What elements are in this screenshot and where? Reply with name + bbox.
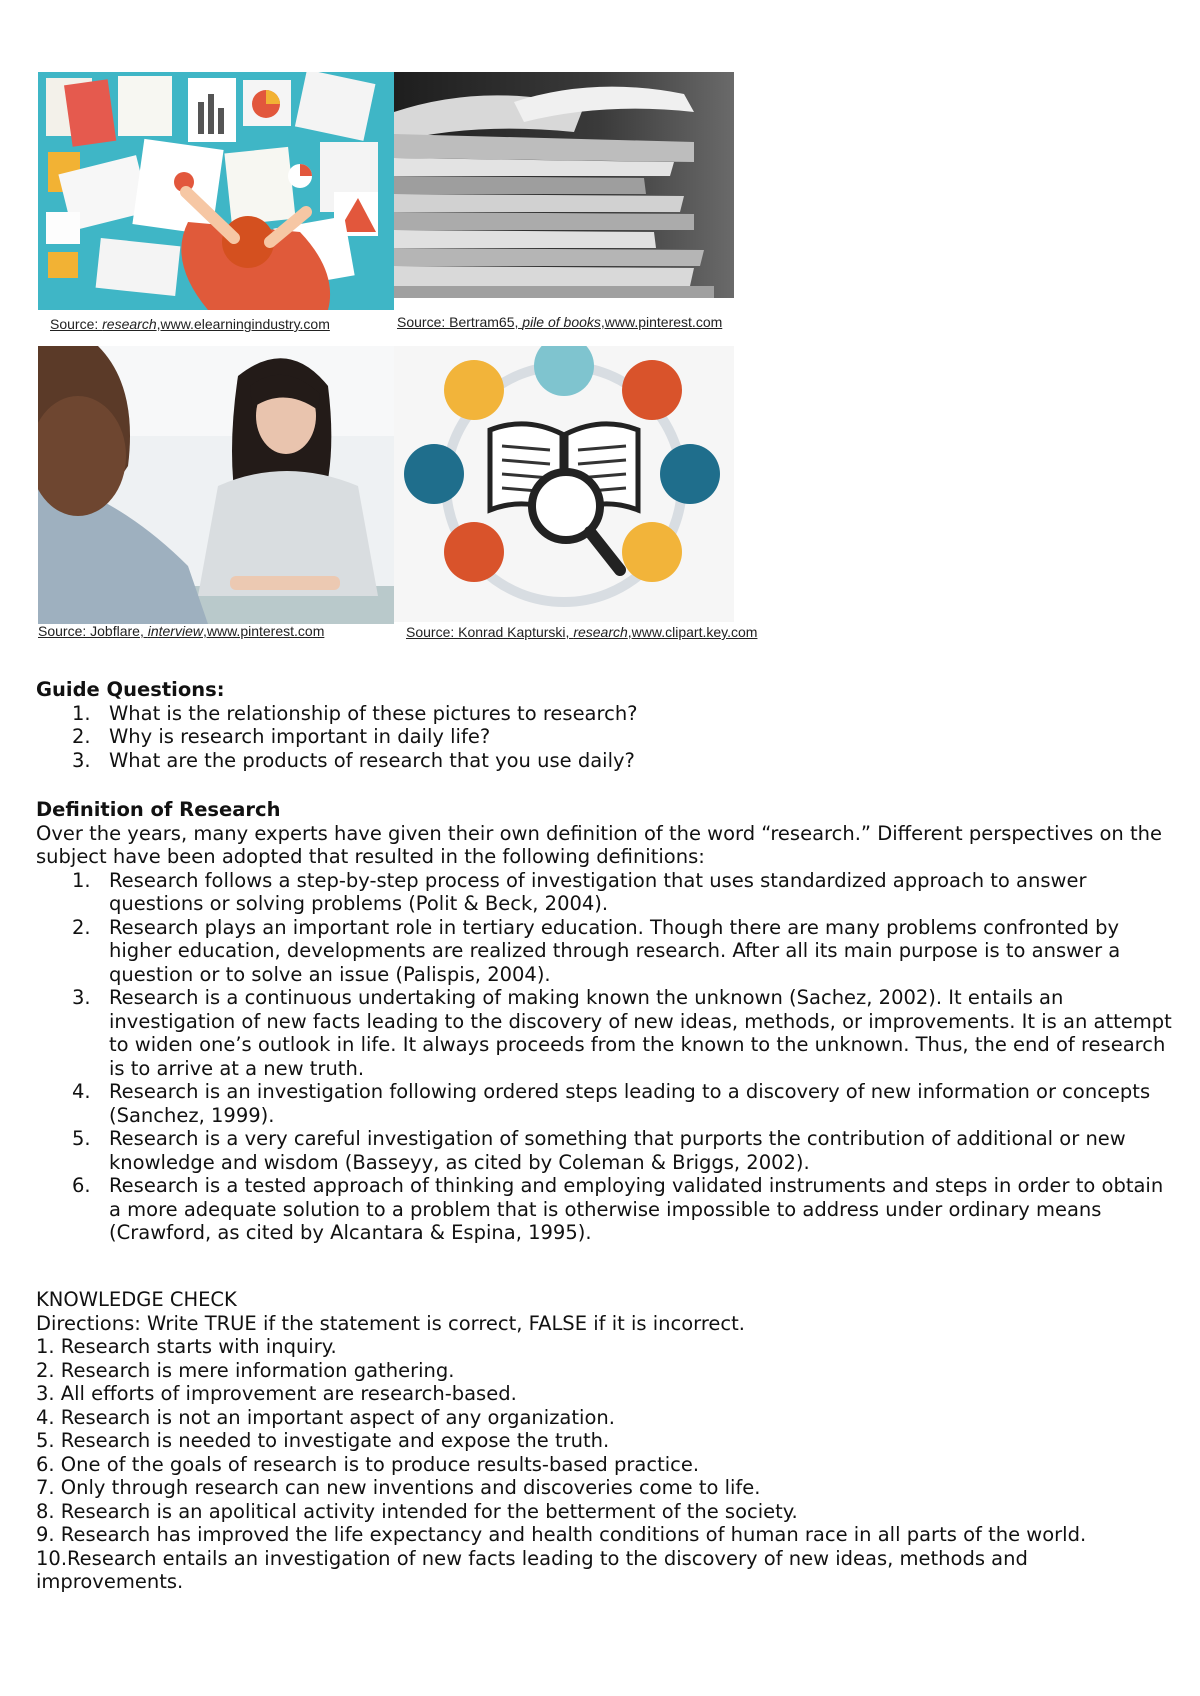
definition-item: Research is a continuous undertaking of making known the unknown (Sachez, 2002). It entails an investigation of new facts leading to the discovery of new ideas, methods, or improvements. It is an attempt to widen one’s outlook in life. It always proceeds from the known to the unknown. Thus, the end of research is to arrive at a new truth.: [109, 986, 1172, 1080]
knowledge-check-item: 1. Research starts with inquiry.: [36, 1335, 337, 1358]
knowledge-check-heading: KNOWLEDGE CHECK: [36, 1288, 237, 1311]
interview-photo: [38, 346, 394, 624]
definition-item: Research is a tested approach of thinking and employing validated instruments and steps in order to obtain a more adequate solution to a problem that is otherwise impossible to address under ordinary means (Crawford, as cited by Alcantara & Espina, 1995).: [109, 1174, 1164, 1244]
knowledge-check-item: 8. Research is an apolitical activity intended for the betterment of the society.: [36, 1499, 798, 1523]
image-source-caption: Source: Jobflare, interview,www.pinterest.com: [38, 623, 325, 639]
guide-questions-section: [36, 678, 1176, 772]
definition-list: [36, 869, 1176, 1245]
image-source-caption: Source: research,www.elearningindustry.com: [50, 316, 330, 332]
guide-question-item: What are the products of research that you use daily?: [109, 748, 635, 772]
knowledge-check-item: 9. Research has improved the life expectancy and health conditions of human race in all parts of the world.: [36, 1523, 1087, 1546]
definition-heading: Definition of Research: [36, 798, 281, 821]
knowledge-check-directions: Directions: Write TRUE if the statement is correct, FALSE if it is incorrect.: [36, 1311, 745, 1335]
knowledge-check-item: 5. Research is needed to investigate and expose the truth.: [36, 1429, 610, 1452]
definition-section: [36, 798, 1176, 1245]
guide-question-item: Why is research important in daily life?: [109, 725, 491, 748]
definition-item: Research is an investigation following ordered steps leading to a discovery of new information or concepts (Sanchez, 1999).: [109, 1080, 1151, 1127]
guide-questions-list: [36, 702, 1176, 773]
definition-item: Research is a very careful investigation of something that purports the contribution of additional or new knowledge and wisdom (Basseyy, as cited by Coleman & Briggs, 2002).: [109, 1127, 1126, 1174]
knowledge-check-item: 10.Research entails an investigation of new facts leading to the discovery of new ideas, methods and improvements.: [36, 1546, 1028, 1593]
guide-questions-heading: Guide Questions:: [36, 678, 225, 701]
image-source-caption: Source: Konrad Kapturski, research,www.clipart.key.com: [406, 624, 758, 640]
definition-item: Research follows a step-by-step process of investigation that uses standardized approach to answer questions or solving problems (Polit & Beck, 2004).: [109, 868, 1087, 915]
knowledge-check-item: 7. Only through research can new inventions and discoveries come to life.: [36, 1476, 761, 1499]
knowledge-check-item: 3. All efforts of improvement are research-based.: [36, 1382, 517, 1405]
guide-question-item: What is the relationship of these pictures to research?: [109, 701, 638, 725]
knowledge-check-section: [36, 1288, 1176, 1594]
definition-intro: Over the years, many experts have given their own definition of the word “research.” Different perspectives on the subject have been adopted that resulted in the following definitions:: [36, 821, 1162, 868]
research-clipart: [394, 346, 734, 622]
knowledge-check-item: 6. One of the goals of research is to produce results-based practice.: [36, 1452, 700, 1476]
definition-item: Research plays an important role in tertiary education. Though there are many problems confronted by higher education, developments are realized through research. After all its main purpose is to answer a question or to solve an issue (Palispis, 2004).: [109, 915, 1121, 986]
research-desk-illustration: [38, 72, 394, 310]
pile-of-books-photo: [394, 72, 734, 298]
knowledge-check-list: [36, 1335, 1176, 1594]
knowledge-check-item: 2. Research is mere information gathering.: [36, 1358, 455, 1382]
knowledge-check-item: 4. Research is not an important aspect of any organization.: [36, 1405, 615, 1429]
image-source-caption: Source: Bertram65, pile of books,www.pinterest.com: [397, 314, 723, 330]
